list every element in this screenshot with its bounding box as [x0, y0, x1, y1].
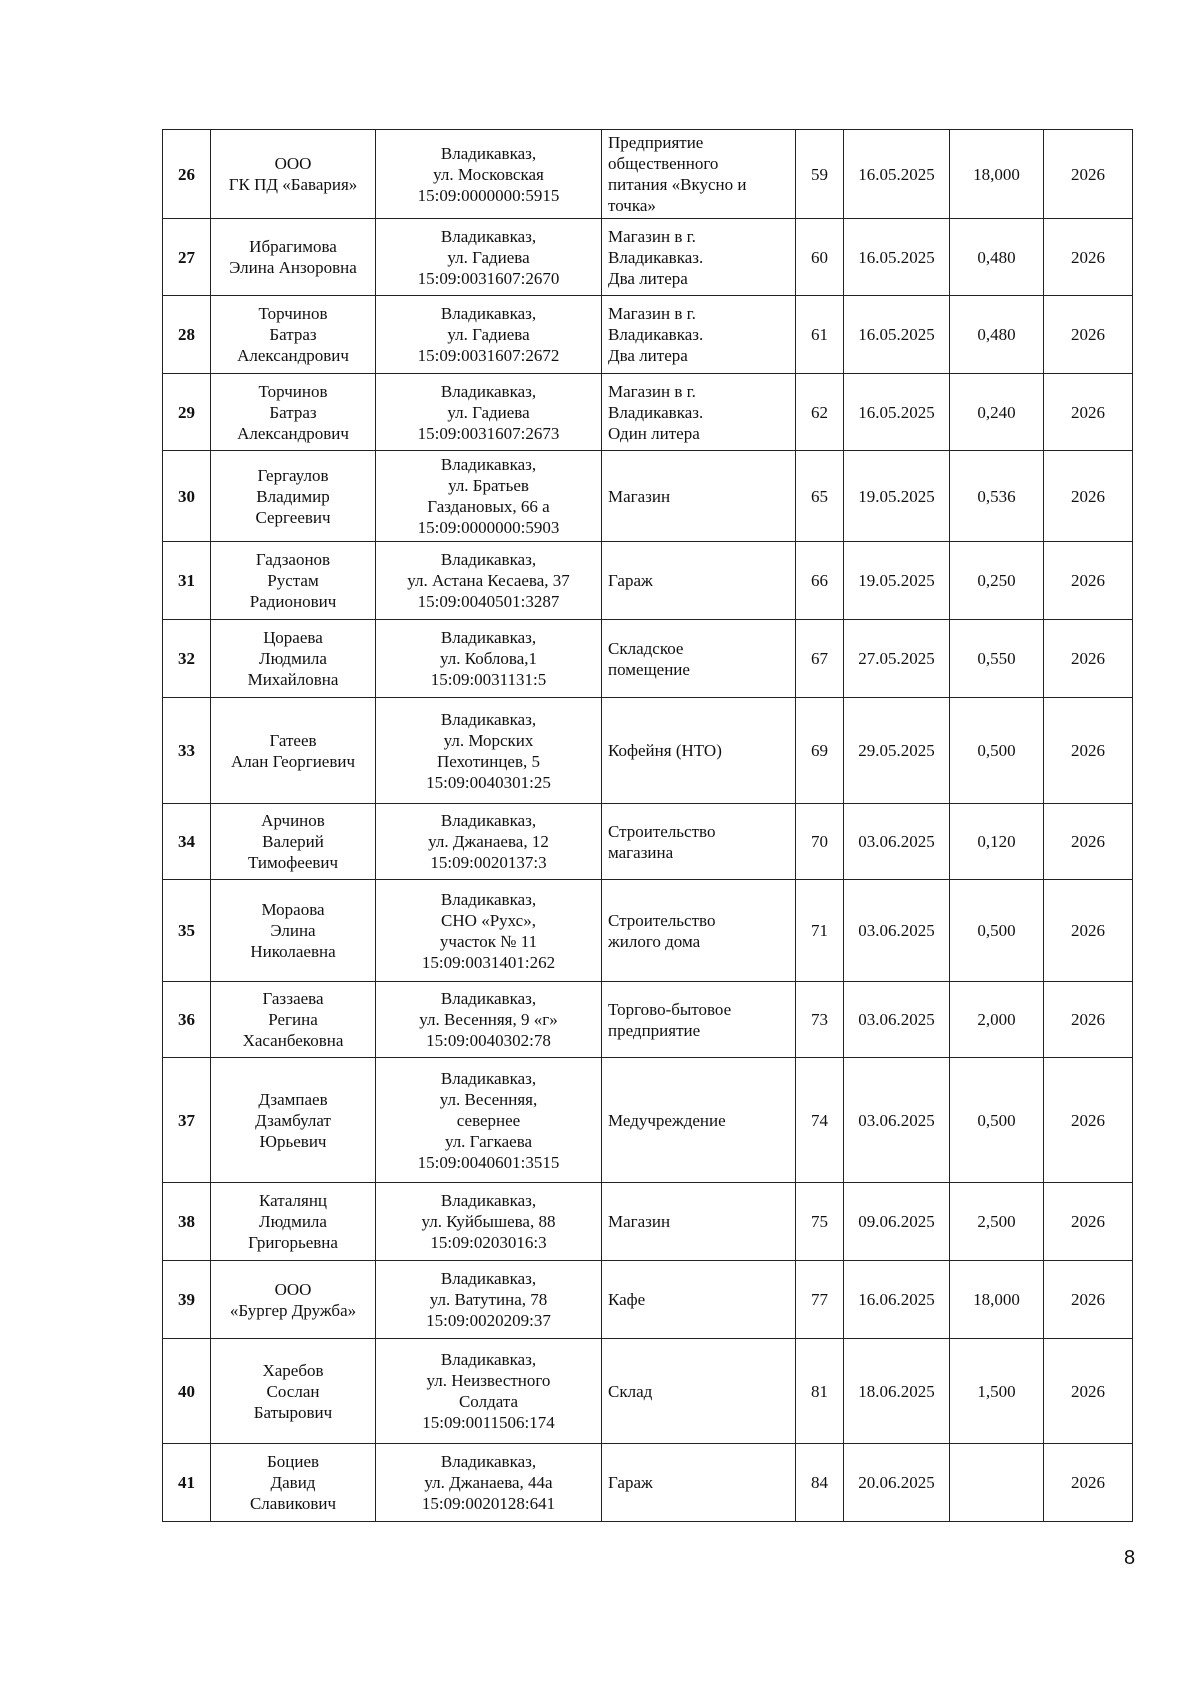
address-cell: [376, 1444, 602, 1522]
purpose-cell-line: Строительство: [608, 821, 716, 841]
purpose-cell-line: Складское: [608, 638, 684, 658]
table-row: [163, 219, 1133, 296]
owner-cell-line: Элина: [270, 921, 316, 940]
address-cell: [376, 1261, 602, 1339]
date-cell: 20.06.2025: [844, 1444, 950, 1522]
address-cell-line: ул. Гадиева: [447, 325, 530, 344]
owner-cell: [211, 1058, 376, 1183]
owner-cell: [211, 698, 376, 804]
purpose-cell-line: Магазин в г.: [608, 381, 696, 401]
owner-cell-line: Харебов: [262, 1360, 324, 1380]
purpose-cell: [602, 219, 796, 296]
owner-cell-line: Людмила: [259, 649, 327, 668]
address-cell-line: Владикавказ,: [440, 1452, 537, 1471]
purpose-cell-line: Владикавказ.: [608, 325, 704, 344]
area-cell: 18,000: [950, 1261, 1044, 1339]
address-cell: [376, 804, 602, 880]
table-row: [163, 804, 1133, 880]
address-cell-line: ул. Куйбышева, 88: [421, 1212, 556, 1231]
area-cell: 2,000: [950, 982, 1044, 1058]
owner-cell-line: Юрьевич: [259, 1131, 327, 1151]
address-cell-line: Владикавказ,: [440, 1068, 537, 1088]
owner-cell-line: Григорьевна: [248, 1233, 338, 1252]
owner-cell-line: Батраз: [269, 325, 317, 344]
area-cell: 0,250: [950, 542, 1044, 620]
date-cell: 03.06.2025: [844, 804, 950, 880]
purpose-cell: [602, 1183, 796, 1261]
purpose-cell-line: Один литера: [608, 423, 700, 443]
date-cell: 19.05.2025: [844, 451, 950, 542]
owner-cell-line: Мораова: [261, 900, 325, 919]
address-cell-line: ул. Джанаева, 44а: [424, 1473, 553, 1492]
address-cell-line: ул. Ватутина, 78: [429, 1290, 548, 1309]
area-cell: 18,000: [950, 130, 1044, 219]
address-cell-line: ул. Астана Кесаева, 37: [407, 571, 570, 590]
owner-cell: [211, 542, 376, 620]
address-cell-line: севернее: [456, 1110, 521, 1130]
date-cell: 27.05.2025: [844, 620, 950, 698]
address-cell-line: 15:09:0203016:3: [430, 1233, 547, 1252]
purpose-cell-line: предприятие: [608, 1020, 701, 1040]
owner-cell-line: ООО: [274, 154, 312, 173]
address-cell-line: ул. Весенняя,: [439, 1089, 538, 1109]
area-cell: 0,500: [950, 698, 1044, 804]
owner-cell-line: ООО: [274, 1279, 312, 1299]
purpose-cell: [602, 880, 796, 982]
area-cell: 0,120: [950, 804, 1044, 880]
owner-cell-line: Цораева: [263, 628, 323, 647]
purpose-cell-line: общественного: [608, 154, 719, 173]
table-row: [163, 620, 1133, 698]
registration-number-cell: 66: [796, 542, 844, 620]
year-cell: 2026: [1044, 620, 1133, 698]
address-cell-line: 15:09:0031607:2673: [417, 423, 560, 443]
table-row: [163, 1058, 1133, 1183]
address-cell-line: 15:09:0011506:174: [422, 1413, 555, 1432]
date-cell: 29.05.2025: [844, 698, 950, 804]
purpose-cell: [602, 804, 796, 880]
address-cell-line: Владикавказ,: [440, 381, 537, 401]
address-cell-line: ул. Братьев: [448, 476, 529, 495]
owner-cell-line: Сергеевич: [255, 507, 331, 527]
registration-number-cell: 75: [796, 1183, 844, 1261]
row-number-cell: 31: [163, 542, 211, 620]
registration-number-cell: 74: [796, 1058, 844, 1183]
address-cell-line: 15:09:0020209:37: [426, 1311, 551, 1330]
address-cell-line: 15:09:0031131:5: [430, 670, 547, 689]
owner-cell-line: Арчинов: [261, 811, 325, 830]
area-cell: 1,500: [950, 1339, 1044, 1444]
owner-cell: [211, 219, 376, 296]
address-cell: [376, 620, 602, 698]
row-number-cell: 33: [163, 698, 211, 804]
date-cell: 03.06.2025: [844, 1058, 950, 1183]
owner-cell: [211, 130, 376, 219]
address-cell-line: Владикавказ,: [440, 709, 537, 729]
purpose-cell-line: Торгово-бытовое: [608, 999, 732, 1019]
address-cell-line: Владикавказ,: [440, 550, 537, 569]
year-cell: 2026: [1044, 451, 1133, 542]
owner-cell-line: Гатеев: [269, 730, 317, 750]
registration-number-cell: 67: [796, 620, 844, 698]
owner-cell-line: Александрович: [237, 346, 349, 365]
purpose-cell: [602, 1058, 796, 1183]
row-number-cell: 41: [163, 1444, 211, 1522]
year-cell: 2026: [1044, 1444, 1133, 1522]
date-cell: 03.06.2025: [844, 982, 950, 1058]
row-number-cell: 27: [163, 219, 211, 296]
table-row: [163, 698, 1133, 804]
table-row: [163, 130, 1133, 219]
address-cell-line: ул. Гадиева: [447, 247, 530, 267]
registration-number-cell: 60: [796, 219, 844, 296]
address-cell-line: Владикавказ,: [440, 143, 537, 163]
owner-cell: [211, 296, 376, 374]
address-cell-line: Владикавказ,: [440, 889, 537, 909]
address-cell-line: 15:09:0000000:5915: [417, 185, 560, 205]
owner-cell-line: Валерий: [262, 832, 324, 851]
purpose-cell-line: Кафе: [608, 1290, 646, 1309]
purpose-cell-line: магазина: [608, 842, 674, 862]
owner-cell-line: Сослан: [266, 1381, 320, 1401]
owner-cell: [211, 620, 376, 698]
purpose-cell: [602, 130, 796, 219]
address-cell-line: Владикавказ,: [440, 304, 537, 323]
year-cell: 2026: [1044, 1058, 1133, 1183]
year-cell: 2026: [1044, 374, 1133, 451]
date-cell: 16.05.2025: [844, 219, 950, 296]
owner-cell-line: Регина: [268, 1010, 318, 1029]
year-cell: 2026: [1044, 982, 1133, 1058]
purpose-cell-line: Магазин: [608, 486, 671, 506]
purpose-cell-line: питания «Вкусно и: [608, 175, 747, 194]
address-cell-line: 15:09:0040301:25: [426, 772, 551, 792]
year-cell: 2026: [1044, 1183, 1133, 1261]
row-number-cell: 34: [163, 804, 211, 880]
address-cell: [376, 1339, 602, 1444]
owner-cell-line: Батырович: [253, 1402, 333, 1422]
owner-cell-line: Радионович: [249, 592, 337, 611]
area-cell: 0,240: [950, 374, 1044, 451]
owner-cell-line: Николаевна: [250, 942, 336, 961]
permit-register-table: [162, 129, 1133, 1522]
address-cell: [376, 982, 602, 1058]
purpose-cell: [602, 1339, 796, 1444]
registration-number-cell: 81: [796, 1339, 844, 1444]
address-cell: [376, 1183, 602, 1261]
address-cell-line: ул. Гадиева: [447, 402, 530, 422]
date-cell: 19.05.2025: [844, 542, 950, 620]
date-cell: 16.05.2025: [844, 130, 950, 219]
purpose-cell-line: Медучреждение: [608, 1110, 726, 1130]
area-cell: 0,536: [950, 451, 1044, 542]
area-cell: [950, 1444, 1044, 1522]
owner-cell-line: Людмила: [259, 1212, 327, 1231]
address-cell-line: ул. Гагкаева: [444, 1131, 533, 1151]
purpose-cell: [602, 542, 796, 620]
owner-cell-line: Дзампаев: [258, 1089, 328, 1109]
address-cell-line: ул. Весенняя, 9 «г»: [419, 1010, 558, 1029]
owner-cell-line: Давид: [270, 1473, 316, 1492]
owner-cell-line: Александрович: [237, 423, 349, 443]
address-cell-line: 15:09:0031607:2672: [417, 346, 560, 365]
area-cell: 0,500: [950, 1058, 1044, 1183]
address-cell-line: ул. Неизвестного: [426, 1371, 551, 1390]
registration-number-cell: 70: [796, 804, 844, 880]
address-cell-line: 15:09:0031607:2670: [417, 268, 560, 288]
year-cell: 2026: [1044, 219, 1133, 296]
owner-cell-line: Торчинов: [258, 381, 328, 401]
purpose-cell: [602, 1261, 796, 1339]
purpose-cell: [602, 1444, 796, 1522]
address-cell-line: Владикавказ,: [440, 1269, 537, 1288]
purpose-cell-line: Предприятие: [608, 133, 704, 152]
date-cell: 18.06.2025: [844, 1339, 950, 1444]
row-number-cell: 39: [163, 1261, 211, 1339]
owner-cell: [211, 1261, 376, 1339]
address-cell-line: Владикавказ,: [440, 811, 537, 830]
purpose-cell: [602, 982, 796, 1058]
address-cell-line: участок № 11: [439, 931, 538, 951]
registration-number-cell: 59: [796, 130, 844, 219]
address-cell-line: Солдата: [458, 1392, 519, 1411]
table-row: [163, 1339, 1133, 1444]
owner-cell-line: Алан Георгиевич: [230, 751, 356, 771]
owner-cell-line: Владимир: [256, 486, 330, 506]
table-row: [163, 1261, 1133, 1339]
address-cell-line: Газдановых, 66 а: [427, 497, 550, 516]
area-cell: 2,500: [950, 1183, 1044, 1261]
owner-cell: [211, 374, 376, 451]
address-cell: [376, 880, 602, 982]
page-number: 8: [1124, 1547, 1136, 1569]
owner-cell: [211, 1183, 376, 1261]
purpose-cell-line: Два литера: [608, 268, 688, 288]
date-cell: 03.06.2025: [844, 880, 950, 982]
table-row: [163, 1183, 1133, 1261]
owner-cell-line: ГК ПД «Бавария»: [228, 175, 358, 194]
purpose-cell-line: жилого дома: [608, 931, 701, 951]
address-cell-line: СНО «Рухс»,: [441, 910, 536, 930]
date-cell: 16.06.2025: [844, 1261, 950, 1339]
address-cell-line: Владикавказ,: [440, 1350, 537, 1369]
purpose-cell: [602, 374, 796, 451]
owner-cell-line: «Бургер Дружба»: [229, 1300, 357, 1320]
purpose-cell-line: Магазин: [608, 1212, 671, 1231]
date-cell: 16.05.2025: [844, 296, 950, 374]
owner-cell: [211, 451, 376, 542]
address-cell: [376, 130, 602, 219]
area-cell: 0,550: [950, 620, 1044, 698]
area-cell: 0,500: [950, 880, 1044, 982]
purpose-cell-line: Гараж: [608, 571, 653, 590]
table-row: [163, 296, 1133, 374]
year-cell: 2026: [1044, 804, 1133, 880]
registration-number-cell: 73: [796, 982, 844, 1058]
row-number-cell: 30: [163, 451, 211, 542]
address-cell-line: ул. Коблова,1: [439, 649, 538, 668]
address-cell-line: Владикавказ,: [440, 989, 537, 1008]
year-cell: 2026: [1044, 880, 1133, 982]
row-number-cell: 26: [163, 130, 211, 219]
area-cell: 0,480: [950, 296, 1044, 374]
purpose-cell: [602, 698, 796, 804]
registration-number-cell: 65: [796, 451, 844, 542]
table-row: [163, 542, 1133, 620]
row-number-cell: 36: [163, 982, 211, 1058]
address-cell-line: 15:09:0031401:262: [421, 952, 556, 972]
purpose-cell-line: Склад: [608, 1381, 653, 1401]
address-cell: [376, 451, 602, 542]
address-cell: [376, 698, 602, 804]
purpose-cell: [602, 451, 796, 542]
owner-cell-line: Элина Анзоровна: [229, 258, 357, 277]
owner-cell-line: Михайловна: [247, 670, 339, 689]
address-cell-line: Владикавказ,: [440, 455, 537, 474]
owner-cell: [211, 880, 376, 982]
registration-number-cell: 71: [796, 880, 844, 982]
table-row: [163, 374, 1133, 451]
address-cell-line: ул. Джанаева, 12: [428, 832, 549, 851]
year-cell: 2026: [1044, 542, 1133, 620]
purpose-cell-line: Строительство: [608, 910, 716, 930]
address-cell: [376, 1058, 602, 1183]
address-cell-line: 15:09:0000000:5903: [417, 518, 560, 537]
address-cell-line: 15:09:0040501:3287: [417, 592, 560, 611]
purpose-cell-line: Владикавказ.: [608, 402, 704, 422]
registration-number-cell: 62: [796, 374, 844, 451]
owner-cell-line: Каталянц: [258, 1191, 328, 1210]
owner-cell-line: Тимофеевич: [247, 853, 339, 872]
date-cell: 09.06.2025: [844, 1183, 950, 1261]
date-cell: 16.05.2025: [844, 374, 950, 451]
address-cell-line: 15:09:0040601:3515: [417, 1152, 560, 1172]
address-cell: [376, 219, 602, 296]
row-number-cell: 38: [163, 1183, 211, 1261]
row-number-cell: 40: [163, 1339, 211, 1444]
year-cell: 2026: [1044, 130, 1133, 219]
table-row: [163, 880, 1133, 982]
registration-number-cell: 61: [796, 296, 844, 374]
address-cell-line: Владикавказ,: [440, 226, 537, 246]
address-cell-line: Пехотинцев, 5: [436, 751, 541, 771]
address-cell-line: ул. Морских: [443, 730, 534, 750]
owner-cell-line: Дзамбулат: [255, 1110, 331, 1130]
address-cell: [376, 296, 602, 374]
purpose-cell: [602, 296, 796, 374]
purpose-cell-line: Два литера: [608, 346, 688, 365]
purpose-cell-line: Магазин в г.: [608, 304, 696, 323]
year-cell: 2026: [1044, 1261, 1133, 1339]
owner-cell-line: Газзаева: [262, 989, 324, 1008]
owner-cell-line: Боциев: [266, 1452, 320, 1471]
address-cell: [376, 374, 602, 451]
owner-cell: [211, 1444, 376, 1522]
address-cell: [376, 542, 602, 620]
address-cell-line: Владикавказ,: [440, 628, 537, 647]
owner-cell-line: Батраз: [269, 402, 317, 422]
owner-cell-line: Славикович: [249, 1494, 337, 1513]
owner-cell: [211, 982, 376, 1058]
table-row: [163, 1444, 1133, 1522]
purpose-cell: [602, 620, 796, 698]
table-row: [163, 451, 1133, 542]
row-number-cell: 28: [163, 296, 211, 374]
registration-number-cell: 77: [796, 1261, 844, 1339]
purpose-cell-line: Гараж: [608, 1473, 653, 1492]
owner-cell: [211, 804, 376, 880]
purpose-cell-line: Магазин в г.: [608, 226, 696, 246]
row-number-cell: 32: [163, 620, 211, 698]
row-number-cell: 37: [163, 1058, 211, 1183]
row-number-cell: 35: [163, 880, 211, 982]
register-rows: [163, 130, 1133, 1522]
owner-cell-line: Торчинов: [258, 304, 328, 323]
year-cell: 2026: [1044, 296, 1133, 374]
address-cell-line: Владикавказ,: [440, 1191, 537, 1210]
address-cell-line: 15:09:0020137:3: [430, 853, 547, 872]
area-cell: 0,480: [950, 219, 1044, 296]
owner-cell-line: Ибрагимова: [249, 237, 337, 256]
purpose-cell-line: точка»: [608, 196, 656, 215]
owner-cell-line: Рустам: [267, 571, 319, 590]
purpose-cell-line: Владикавказ.: [608, 247, 704, 267]
row-number-cell: 29: [163, 374, 211, 451]
purpose-cell-line: Кофейня (НТО): [608, 741, 722, 760]
address-cell-line: 15:09:0020128:641: [421, 1494, 556, 1513]
owner-cell-line: Хасанбековна: [242, 1031, 344, 1050]
purpose-cell-line: помещение: [608, 659, 690, 679]
table-row: [163, 982, 1133, 1058]
owner-cell-line: Гергаулов: [257, 465, 329, 485]
owner-cell-line: Гадзаонов: [255, 550, 331, 569]
year-cell: 2026: [1044, 698, 1133, 804]
registration-number-cell: 84: [796, 1444, 844, 1522]
year-cell: 2026: [1044, 1339, 1133, 1444]
owner-cell: [211, 1339, 376, 1444]
address-cell-line: 15:09:0040302:78: [426, 1031, 551, 1050]
address-cell-line: ул. Московская: [433, 164, 544, 184]
registration-number-cell: 69: [796, 698, 844, 804]
